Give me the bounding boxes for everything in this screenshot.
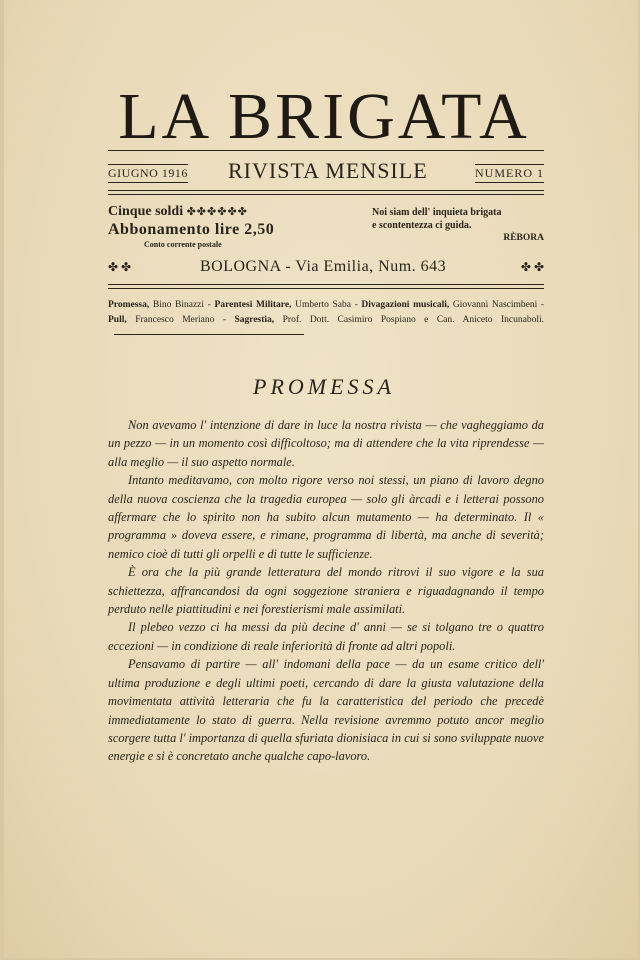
contents-rule xyxy=(114,334,304,335)
article-paragraph: Pensavamo di partire — all' indomani della pace — da un esame critico dell' ultima produzione e degli ultimi poeti, cercando di dare la giusta valutazione della movimentata attività letteraria che fu la caratteristica del periodo che precedè immediatamente lo stato di guerra. Nella revisione avremmo potuto ancor meglio scorgere tutta l' importanza di quella sfuriata dionisiaca in cui si sono sviluppate nuove energie e si è concretato anche qualche capo-lavoro. xyxy=(108,657,544,764)
address-rule-2 xyxy=(108,288,544,289)
address: BOLOGNA - Via Emilia, Num. 643 xyxy=(200,258,447,275)
article-paragraph: Il plebeo vezzo ci ha messi da più decine d' anni — se si tolgano tre o quattro eccezioni — in condizione di reale inferiorità di fronte ad altri popoli. xyxy=(108,620,544,653)
subscription-price: Abbonamento lire 2,50 xyxy=(108,221,275,238)
motto-line-2: e scontentezza ci guida. xyxy=(372,220,472,231)
motto-author: RÈBORA xyxy=(503,233,544,243)
masthead-title: LA BRIGATA xyxy=(118,80,530,153)
contents-title: Sagrestia, xyxy=(234,315,275,325)
contents-author: Prof. Dott. Casimiro Pospiano e Can. Aniceto Incunaboli. xyxy=(282,315,544,325)
subheader-rule-1 xyxy=(108,190,544,191)
subheader-rule-2 xyxy=(108,194,544,195)
subheader xyxy=(108,158,544,188)
ornament-right-icon: ✤ ✤ xyxy=(520,260,544,274)
contents-author: Giovanni Nascimbeni - xyxy=(452,300,545,310)
table-of-contents xyxy=(108,298,544,343)
article-body xyxy=(108,416,544,766)
article-paragraph: È ora che la più grande letteratura del mondo ritrovi il suo vigore e la sua schiettezza, affrancandosi da ogni soggezione straniera e riguadagnando il tempo perduto nelle piattitudini e nei forestierismi male assimilati. xyxy=(108,565,544,617)
motto-block xyxy=(372,206,544,245)
masthead-rule xyxy=(108,150,544,151)
article-paragraph: Intanto meditavamo, con molto rigore verso noi stessi, un piano di lavoro degno della nuova coscienza che la tragedia europea — solo gli àrcadi e i letterai possono affermare che lo spirito non ha subito alcun mutamento — ha determinato. Il « programma » doveva essere, e rimane, programma di libertà, ma anche di severità; nemico cioè di tutti gli orpelli e di tutte le sufficienze. xyxy=(108,473,544,561)
ornament-left-icon: ✤ ✤ xyxy=(108,260,132,274)
contents-title: Pull, xyxy=(108,315,127,325)
address-rule-1 xyxy=(108,284,544,285)
price-block xyxy=(108,204,274,249)
contents-author: Bino Binazzi - xyxy=(152,300,211,310)
contents-author: Umberto Saba - xyxy=(295,300,358,310)
address-row xyxy=(108,258,544,280)
issue-date: GIUGNO 1916 xyxy=(108,164,188,183)
price-line-1: Cinque soldi xyxy=(108,204,184,219)
contents-title: Promessa, xyxy=(108,300,150,310)
motto-line-1: Noi siam dell' inquieta brigata xyxy=(372,207,502,218)
subtitle: RIVISTA MENSILE xyxy=(228,158,428,183)
issue-number: NUMERO 1 xyxy=(475,164,544,183)
postal-account: Conto corrente postale xyxy=(144,240,222,249)
contents-title: Divagazioni musicali, xyxy=(361,300,450,310)
ornament-icon: ✤✤✤✤✤✤ xyxy=(186,206,248,218)
article-title: PROMESSA xyxy=(253,374,395,399)
contents-title: Parentesi Militare, xyxy=(214,300,292,310)
contents-author: Francesco Meriano - xyxy=(135,315,227,325)
article-paragraph: Non avevamo l' intenzione di dare in luce la nostra rivista — che vagheggiamo da un pezzo — in un momento così difficoltoso; ma di attendere che la vita riprendesse — alla meglio — il suo aspetto normale. xyxy=(108,418,544,469)
newspaper-page xyxy=(4,0,638,958)
